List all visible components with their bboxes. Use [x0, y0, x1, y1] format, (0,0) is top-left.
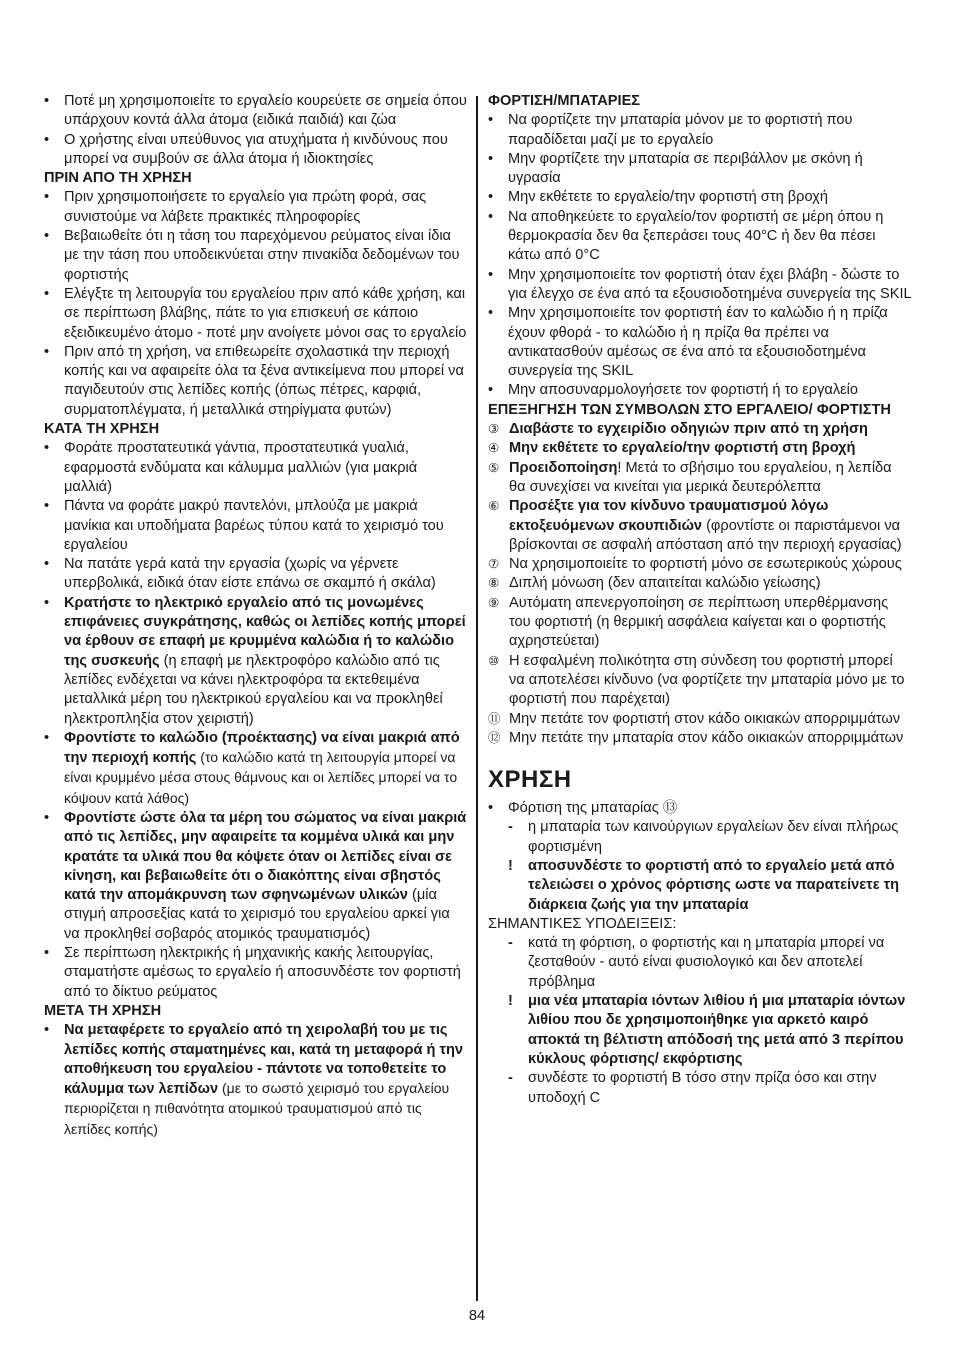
page-number: 84: [468, 1308, 486, 1324]
note-text: (το καλώδιο κατά τη λειτουργία μπορεί να είναι κρυμμένο μέσα στους θάμνους και οι λεπίδες μπορεί να το κόψουν κατά λάθος): [64, 749, 458, 806]
bullet-item: [44, 809, 468, 944]
bullet-item: • Μην χρησιμοποιείτε τον φορτιστή όταν έχει βλάβη - δώστε το για έλεγχο σε ένα από τα εξουσιοδοτημένα συνεργεία της SKIL: [488, 266, 912, 305]
section-heading: ΕΠΕΞΗΓΗΣΗ ΤΩΝ ΣΥΜΒΟΛΩΝ ΣΤΟ ΕΡΓΑΛΕΙΟ/ ΦΟΡΤΙΣΤΗ: [488, 401, 891, 418]
bullet-item: • Ελέγξτε τη λειτουργία του εργαλείου πριν από κάθε χρήση, και σε περίπτωση βλάβης, πάτε το για επισκευή σε κάποιο εξειδικευμένο άτομο - ποτέ μην ανοίγετε μόνοι σας το εργαλείο: [44, 285, 468, 343]
bold-text: Φροντίστε το καλώδιο (προέκτασης) να είναι μακριά από την περιοχή κοπής: [64, 729, 460, 767]
note-text: (η επαφή με ηλεκτροφόρο καλώδιο από τις λεπίδες ενδέχεται να κάνει ηλεκτροφόρα τα εκτεθειμένα μεταλλικά μέρη του ηλεκτρικού εργαλείου και να προκληθεί ηλεκτροπληξία στον χειριστή): [64, 652, 443, 727]
sub-item: [488, 992, 912, 1069]
bullet-item: • Μην εκθέτετε το εργαλείο/την φορτιστή στη βροχή: [488, 188, 912, 207]
plain-text: Μην πετάτε τον φορτιστή στον κάδο οικιακών απορριμμάτων: [509, 710, 901, 727]
symbol-item: [488, 652, 912, 710]
bullet-item: • Μην φορτίζετε την μπαταρία σε περιβάλλον με σκόνη ή υγρασία: [488, 150, 912, 189]
plain-text: ! Μετά το σβήσιμο του εργαλείου, η λεπίδα θα συνεχίσει να κινείται για μερικά δευτερόλεπτα: [509, 459, 892, 495]
plain-text: Αυτόματη απενεργοποίηση σε περίπτωση υπερθέρμανσης του φορτιστή (η θερμική ασφάλεια καίγεται και ο φορτιστής αχρηστεύεται): [509, 594, 889, 650]
sub-item-marker: -: [508, 935, 513, 952]
sub-item-text: συνδέστε το φορτιστή B τόσο στην πρίζα όσο και στην υποδοχή C: [528, 1070, 877, 1106]
bullet-item: • Φόρτιση της μπαταρίας ⑬: [488, 799, 912, 818]
symbol-number: ⑫: [488, 730, 501, 745]
column-divider: [476, 96, 478, 1301]
plain-text: Μην πετάτε την μπαταρία στον κάδο οικιακών απορριμμάτων: [509, 729, 904, 746]
section-heading: ΦΟΡΤΙΣΗ/ΜΠΑΤΑΡΙΕΣ: [488, 93, 641, 109]
symbol-item: [488, 555, 912, 574]
bullet-item: [44, 729, 468, 809]
bullet-item: • Να φορτίζετε την μπαταρία μόνον με το φορτιστή που παραδίδεται μαζί με το εργαλείο: [488, 111, 912, 150]
sub-item-text: μια νέα μπαταρία ιόντων λιθίου ή μια μπαταρία ιόντων λιθίου που δε χρησιμοποιήθηκε για αρκετό καιρό αποκτά τη βέλτιστη απόδοσή της μετά από 3 περίπου κύκλους φόρτισης/ εκφόρτισης: [528, 993, 906, 1067]
sub-item-text: κατά τη φόρτιση, ο φορτιστής και η μπαταρία μπορεί να ζεσταθούν - αυτό είναι φυσιολογικό και δεν αποτελεί πρόβλημα: [528, 935, 885, 990]
plain-text: (φροντίστε οι παριστάμενοι να βρίσκονται σε ασφαλή απόσταση από την περιοχή εργασίας): [509, 517, 902, 553]
symbol-item: [488, 459, 912, 498]
bullet-item: • Ποτέ μη χρησιμοποιείτε το εργαλείο κουρεύετε σε σημεία όπου υπάρχουν κοντά άλλα άτομα (ειδικά παιδιά) και ζώα: [44, 92, 468, 131]
symbol-number: ⑨: [488, 595, 500, 610]
bold-text: Προσέξτε για τον κίνδυνο τραυματισμού λόγω εκτοξευόμενων σκουπιδιών: [509, 498, 829, 534]
symbol-number: ⑥: [488, 499, 500, 514]
section-title: ΧΡΗΣΗ: [488, 766, 572, 794]
symbol-number: ⑪: [488, 711, 501, 726]
bullet-item: • Σε περίπτωση ηλεκτρικής ή μηχανικής κακής λειτουργίας, σταματήστε αμέσως το εργαλείο ή αποσυνδέστε τον φορτιστή από το δίκτυο ρεύματος: [44, 944, 468, 1002]
bullet-item: • Βεβαιωθείτε ότι η τάση του παρεχόμενου ρεύματος είναι ίδια με την τάση που υποδεικνύεται στην πινακίδα δεδομένων του φορτιστής: [44, 227, 468, 285]
symbol-number: ⑦: [488, 557, 500, 572]
left-column: [44, 92, 468, 1140]
bullet-item: • Να αποθηκεύετε το εργαλείο/τον φορτιστή σε μέρη όπου η θερμοκρασία δεν θα ξεπεράσει τους 40°C ή δεν θα πέσει κάτω από 0°C: [488, 208, 912, 266]
sub-item-marker: -: [508, 1070, 513, 1087]
bullet-item: [44, 1021, 468, 1140]
bold-text: Προειδοποίηση: [509, 459, 618, 476]
plain-text: Η εσφαλμένη πολικότητα στη σύνδεση του φορτιστή μπορεί να αποτελέσει κίνδυνο (να φορτίζετε την μπαταρία μόνο με το φορτιστή που παρέχεται): [509, 652, 905, 708]
section-heading: ΜΕΤΑ ΤΗ ΧΡΗΣΗ: [44, 1002, 162, 1019]
bullet-item: • Φοράτε προστατευτικά γάντια, προστατευτικά γυαλιά, εφαρμοστά ενδύματα και κάλυμμα μαλλιών (για μακριά μαλλιά): [44, 439, 468, 497]
right-column: [488, 92, 912, 1108]
bullet-item: • Μην αποσυναρμολογήσετε τον φορτιστή ή το εργαλείο: [488, 381, 912, 400]
bold-text: Φροντίστε ώστε όλα τα μέρη του σώματος να είναι μακριά από τις λεπίδες, μην αφαιρείτε τα κομμένα υλικά και μην κρατάτε τα υλικά που θα κόψετε όταν οι λεπίδες είναι σε κίνηση, και βεβαιωθείτε ότι ο διακόπτης είναι σβηστός κατά την απομάκρυνση των σφηνωμένων υλικών: [64, 809, 467, 904]
symbol-number: ⑩: [488, 653, 500, 668]
sub-item-marker: !: [508, 857, 513, 874]
bullet-item: • Μην χρησιμοποιείτε τον φορτιστή έαν το καλώδιο ή η πρίζα έχουν φθορά - το καλώδιο ή η πρίζα θα πρέπει να αντικατασθούν αμέσως σε ένα από τα εξουσιοδοτημένα συνεργεία της SKIL: [488, 304, 912, 381]
symbol-number: ③: [488, 422, 500, 437]
bullet-item: • Πριν από τη χρήση, να επιθεωρείτε σχολαστικά την περιοχή κοπής και να αφαιρείτε όλα τα ξένα αντικείμενα που μπορεί να παγιδευτούν στις λεπίδες κοπής (όπως πέτρες, καρφιά, συρματοπλέγματα, ή μεταλλικά στηρίγματα φυτών): [44, 343, 468, 420]
symbol-number: ⑤: [488, 460, 500, 475]
symbol-item: [488, 420, 912, 439]
bullet-item: • Ο χρήστης είναι υπεύθυνος για ατυχήματα ή κινδύνους που μπορεί να συμβούν σε άλλα άτομα ή ιδιοκτησίες: [44, 131, 468, 170]
sub-item-text: η μπαταρία των καινούργιων εργαλείων δεν είναι πλήρως φορτισμένη: [528, 819, 899, 855]
symbol-item: [488, 729, 912, 748]
symbol-item: [488, 710, 912, 729]
sub-item: [488, 934, 912, 992]
bullet-item: • Να πατάτε γερά κατά την εργασία (χωρίς να γέρνετε υπερβολικά, ειδικά όταν είστε επάνω σε σκαμπό ή σκάλα): [44, 555, 468, 594]
bold-text: Να μεταφέρετε το εργαλείο από τη χειρολαβή του με τις λεπίδες κοπής σταματημένες και, κατά τη μεταφορά ή την αποθήκευση του εργαλείου - πάντοτε να τοποθετείτε το κάλυμμα των λεπίδων: [64, 1022, 464, 1098]
sub-item-text: αποσυνδέστε το φορτιστή από το εργαλείο μετά από τελειώσει ο χρόνος φόρτισης ωστε να παρατείνετε τη διάρκεια ζωής για την μπαταρία: [528, 857, 900, 913]
symbol-item: [488, 497, 912, 555]
symbol-item: [488, 439, 912, 458]
paragraph: ΣΗΜΑΝΤΙΚΕΣ ΥΠΟΔΕΙΞΕΙΣ:: [488, 915, 677, 932]
bold-text: Διαβάστε το εγχειρίδιο οδηγιών πριν από τη χρήση: [509, 421, 868, 438]
symbol-number: ④: [488, 441, 500, 456]
note-text: (μία στιγμή απροσεξίας κατά το χειρισμό του εργαλείου αρκεί για να προκληθεί σοβαρός ατομικός τραυματισμός): [64, 887, 450, 942]
sub-item-marker: -: [508, 819, 513, 836]
sub-item-marker: !: [508, 993, 513, 1010]
bullet-item: • Πριν χρησιμοποιήσετε το εργαλείο για πρώτη φορά, σας συνιστούμε να λάβετε πρακτικές πληροφορίες: [44, 188, 468, 227]
symbol-number: ⑧: [488, 576, 500, 591]
bullet-item: • Πάντα να φοράτε μακρύ παντελόνι, μπλούζα με μακριά μανίκια και υποδήματα βαρέως τύπου κατά το χειρισμό του εργαλείου: [44, 497, 468, 555]
section-heading: ΚΑΤΑ ΤΗ ΧΡΗΣΗ: [44, 421, 160, 438]
bold-text: Μην εκθέτετε το εργαλείο/την φορτιστή στη βροχή: [509, 440, 856, 457]
symbol-item: [488, 594, 912, 652]
sub-item: [488, 818, 912, 857]
note-text: (με το σωστό χειρισμό του εργαλείου περιορίζεται η πιθανότητα ατομικού τραυματισμού από τις λεπίδες κοπής): [64, 1080, 450, 1137]
symbol-item: [488, 574, 912, 593]
sub-item: [488, 857, 912, 915]
bullet-item: [44, 594, 468, 729]
plain-text: Διπλή μόνωση (δεν απαιτείται καλώδιο γείωσης): [509, 575, 821, 592]
bold-text: Κρατήστε το ηλεκτρικό εργαλείο από τις μονωμένες επιφάνειες συγκράτησης, καθώς οι λεπίδες κοπής μπορεί να έρθουν σε επαφή με κρυμμένα καλώδια ή το καλώδιο της συσκευής: [64, 594, 466, 669]
section-heading: ΠΡΙΝ ΑΠΟ ΤΗ ΧΡΗΣΗ: [44, 170, 192, 187]
plain-text: Να χρησιμοποιείτε το φορτιστή μόνο σε εσωτερικούς χώρους: [509, 556, 902, 573]
sub-item: [488, 1069, 912, 1108]
